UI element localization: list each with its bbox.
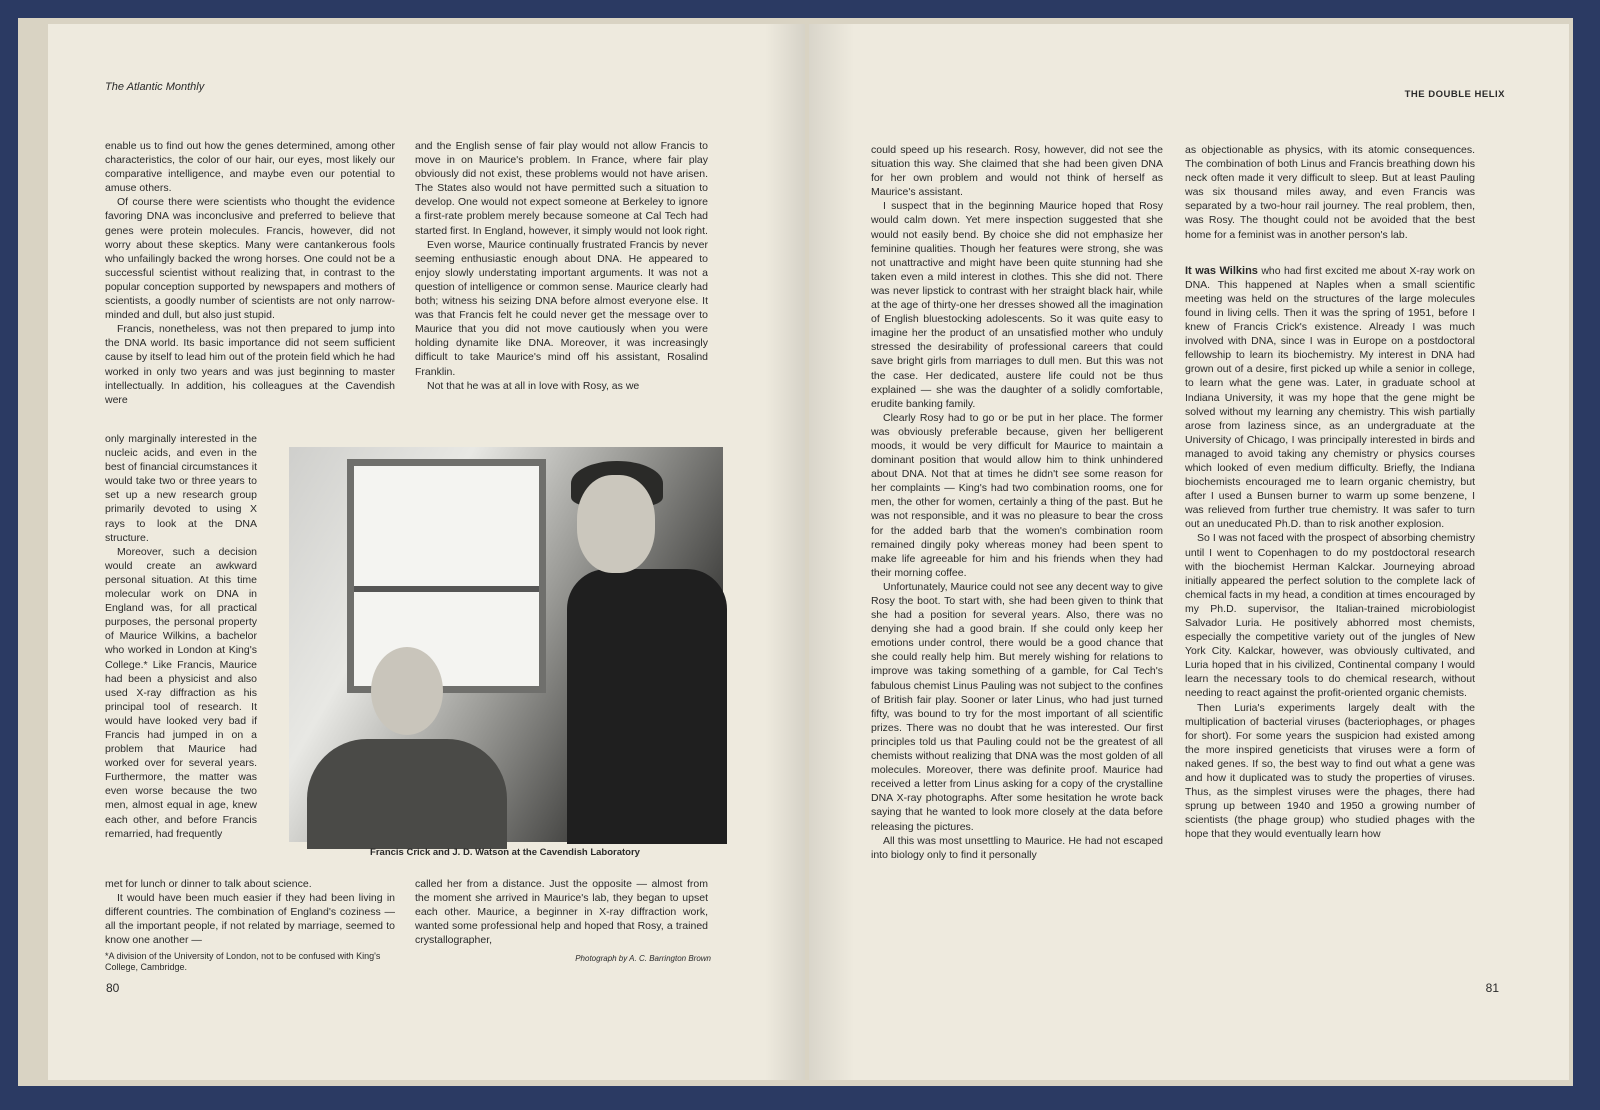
paragraph: It would have been much easier if they had been living in different countries. The combination of England's coziness — all the important people, if not related by marriage, seemed to know one another — <box>105 892 395 947</box>
left-col1-narrow <box>105 432 257 841</box>
paragraph: as objectionable as physics, with its atomic consequences. The combination of both Linus and Francis breathing down his neck often made it very difficult to sleep. But at least Pauling was six thousand miles away, and even Francis was separated by a two-hour rail journey. The real problem, then, was Rosy. The thought could not be avoided that the best home for a feminist was in another person's lab. <box>1185 144 1475 241</box>
paragraph: called her from a distance. Just the opposite — almost from the moment she arrived in Maurice's lab, they began to upset each other. Maurice, a beginner in X-ray diffraction work, wanted some professional help and hoped that Rosy, a trained crystallographer, <box>415 878 708 947</box>
paragraph-text: who had first excited me about X-ray work on DNA. This happened at Naples when a small scientific meeting was held on the structures of the large molecules found in living cells. Then it was the spring of 1951, before I knew of Francis Crick's existence. Already I was much involved with DNA, since I was in Europe on a postdoctoral fellowship to learn its biochemistry. My interest in DNA had grown out of a desire, first picked up while a senior in college, to learn what the gene was. Later, in graduate school at Indiana University, it was my hope that the gene might be solved without my learning any chemistry. This wish partially arose from laziness since, as an undergraduate at the University of Chicago, I was principally interested in birds and managed to avoid taking any chemistry or physics courses which looked of even medium difficulty. Briefly, the Indiana biochemists encouraged me to learn organic chemistry, but after I used a Bunsen burner to warm up some benzene, I was relieved from further true chemistry. It was safer to turn out an uneducated Ph.D. than to risk another explosion. <box>1185 264 1475 531</box>
paragraph: Not that he was at all in love with Rosy, as we <box>427 379 640 392</box>
paragraph: could speed up his research. Rosy, however, did not see the situation this way. She claimed that she had been given DNA for her own problem and would not think of herself as Maurice's assistant. <box>871 144 1163 199</box>
photo-credit: Photograph by A. C. Barrington Brown <box>575 954 711 963</box>
paragraph: All this was most unsettling to Maurice. He had not escaped into biology only to find it personally <box>871 834 1163 861</box>
paragraph: Francis, nonetheless, was not then prepared to jump into the DNA world. Its basic importance did not seem sufficient cause by itself to lead him out of the protein field which he had worked in only two years and was just beginning to master intellectually. In addition, his colleagues at the Cavendish were <box>105 323 395 406</box>
left-col1-top <box>105 139 395 407</box>
paragraph: met for lunch or dinner to talk about science. <box>105 878 312 890</box>
right-col2 <box>1185 143 1475 842</box>
paragraph: Unfortunately, Maurice could not see any decent way to give Rosy the boot. To start with, she had been given to think that she had a position for several years. Also, there was no denying she had a good brain. If she could only keep her emotions under control, there would be a good chance that she could really help him. But merely wishing for relations to improve was taking something of a gamble, for Cal Tech's fabulous chemist Linus Pauling was not subject to the confines of British fair play. Sooner or later Linus, who had just turned fifty, was bound to try for the most important of all scientific prizes. There was no doubt that he was interested. Our first principles told us that Pauling could not be the greatest of all chemists without realizing that DNA was the most golden of all molecules. Moreover, there was definite proof. Maurice had received a letter from Linus asking for a copy of the crystalline DNA X-ray photographs. After some hesitation he wrote back saying that he wanted to look more closely at the data before releasing the pictures. <box>871 580 1163 833</box>
left-page <box>48 24 805 1080</box>
paragraph: Even worse, Maurice continually frustrated Francis by never seeming enthusiastic enough about DNA. He appeared to enjoy slowly understating important arguments. It was not a question of intelligence or common sense. Maurice clearly had both; witness his seizing DNA before almost everyone else. It was that Francis felt he could never get the message over to Maurice that you did not move cautiously when you were holding dynamite like DNA. Moreover, it was increasingly difficult to take Maurice's mind off his assistant, Rosalind Franklin. <box>415 238 708 378</box>
left-col2-top <box>415 139 708 393</box>
paragraph: Of course there were scientists who thought the evidence favoring DNA was inconclusive and preferred to believe that genes were protein molecules. Francis, however, did not worry about these skeptics. Many were cantankerous fools who unfailingly backed the wrong horses. One could not be a successful scientist without realizing that, in contrast to the popular conception supported by newspapers and mothers of scientists, a goodly number of scientists are not only narrow-minded and dull, but also just stupid. <box>105 196 395 322</box>
page-number-right: 81 <box>1485 981 1499 995</box>
paragraph: Moreover, such a decision would create an awkward personal situation. At this time molecular work on DNA in England was, for all practical purposes, the personal property of Maurice Wilkins, a bachelor who worked in London at King's College.* Like Francis, Maurice had been a physicist and also used X-ray diffraction as his principal tool of research. It would have looked very bad if Francis had jumped in on a problem that Maurice had worked over for several years. Furthermore, the matter was even worse because the two men, almost equal in age, knew each other, and before Francis remarried, had frequently <box>105 545 257 840</box>
paragraph: enable us to find out how the genes determined, among other characteristics, the color of our hair, our eyes, most likely our comparative intelligence, and maybe even our potential to amuse others. <box>105 140 395 195</box>
paragraph: only marginally interested in the nucleic acids, and even in the best of financial circumstances it would take two or three years to set up a new research group primarily devoted to using X rays to look at the DNA structure. <box>105 433 257 544</box>
left-col2-bottom <box>415 877 708 947</box>
gutter-shade <box>809 24 854 1080</box>
photograph-crick-watson <box>289 447 723 842</box>
right-page <box>809 24 1569 1080</box>
paragraph: So I was not faced with the prospect of absorbing chemistry until I went to Copenhagen to do my postdoctoral research with the biochemist Herman Kalckar. Journeying abroad initially appeared the perfect solution to the complete lack of chemical facts in my head, a condition at times encouraged by my Ph.D. supervisor, the Italian-trained microbiologist Salvador Luria. He positively abhorred most chemists, especially the competitive variety out of the jungles of New York City. Kalckar, however, was obviously cultivated, and Luria hoped that in his civilized, Continental company I would learn the necessary tools to do chemical research, without needing to react against the profit-oriented organic chemists. <box>1185 532 1475 700</box>
photo-caption: Francis Crick and J. D. Watson at the Cavendish Laboratory <box>370 847 640 858</box>
paragraph: I suspect that in the beginning Maurice hoped that Rosy would calm down. Yet mere inspection suggested that she would not easily bend. By choice she did not emphasize her feminine qualities. Though her features were strong, she was not unattractive and might have been quite stunning had she taken even a mild interest in clothes. This she did not. There was never lipstick to contrast with her straight black hair, while at the age of thirty-one her dresses showed all the imagination of English bluestocking adolescents. So it was quite easy to imagine her the product of an unsatisfied mother who unduly stressed the desirability of professional careers that could save bright girls from marriages to dull men. But this was not the case. Her dedicated, austere life could not be thus explained — she was the daughter of a solidly comfortable, erudite banking family. <box>871 200 1163 410</box>
page-number-left: 80 <box>106 981 120 995</box>
section-start-paragraph <box>1185 264 1475 532</box>
gutter-shade <box>765 24 805 1080</box>
footnote: *A division of the University of London, not to be confused with King's College, Cambridge. <box>105 951 381 972</box>
lead-in: It was Wilkins <box>1185 264 1258 277</box>
paragraph: Then Luria's experiments largely dealt with the multiplication of bacterial viruses (bacteriophages, or phages for short). For some years the suspicion had existed among the more inspired geneticists that viruses were a form of naked genes. If so, the best way to find out what a gene was and how it duplicated was to study the properties of viruses. Thus, as the simplest viruses were the phages, there had sprung up between 1940 and 1950 a growing number of scientists (the phage group) who studied phages with the hope that they would eventually learn how <box>1185 701 1475 841</box>
photo-window <box>347 459 546 693</box>
right-col1 <box>871 143 1163 862</box>
paragraph: Clearly Rosy had to go or be put in her place. The former was obviously preferable because, given her belligerent moods, it would be very difficult for Maurice to maintain a dominant position that would allow him to think unhindered about DNA. Not that at times he didn't see some reason for her complaints — King's had two combination rooms, one for men, the other for women, certainly a thing of the past. But he was not responsible, and it was no pleasure to bear the cross for the added barb that the women's combination room remained dingily poky whereas money had been spent to make life agreeable for him and his friends when they had their morning coffee. <box>871 411 1163 579</box>
paragraph: and the English sense of fair play would not allow Francis to move in on Maurice's problem. In France, where fair play obviously did not exist, these problems would not have arisen. The States also would not have permitted such a situation to develop. One would not expect someone at Berkeley to ignore a first-rate problem merely because someone at Cal Tech had started first. In England, however, it simply would not look right. <box>415 140 708 237</box>
running-head-right: THE DOUBLE HELIX <box>1404 89 1505 100</box>
photo-figure-watson <box>567 569 727 844</box>
left-col1-bottom <box>105 877 395 947</box>
running-head-left: The Atlantic Monthly <box>105 81 205 93</box>
photo-figure-crick <box>307 739 507 849</box>
